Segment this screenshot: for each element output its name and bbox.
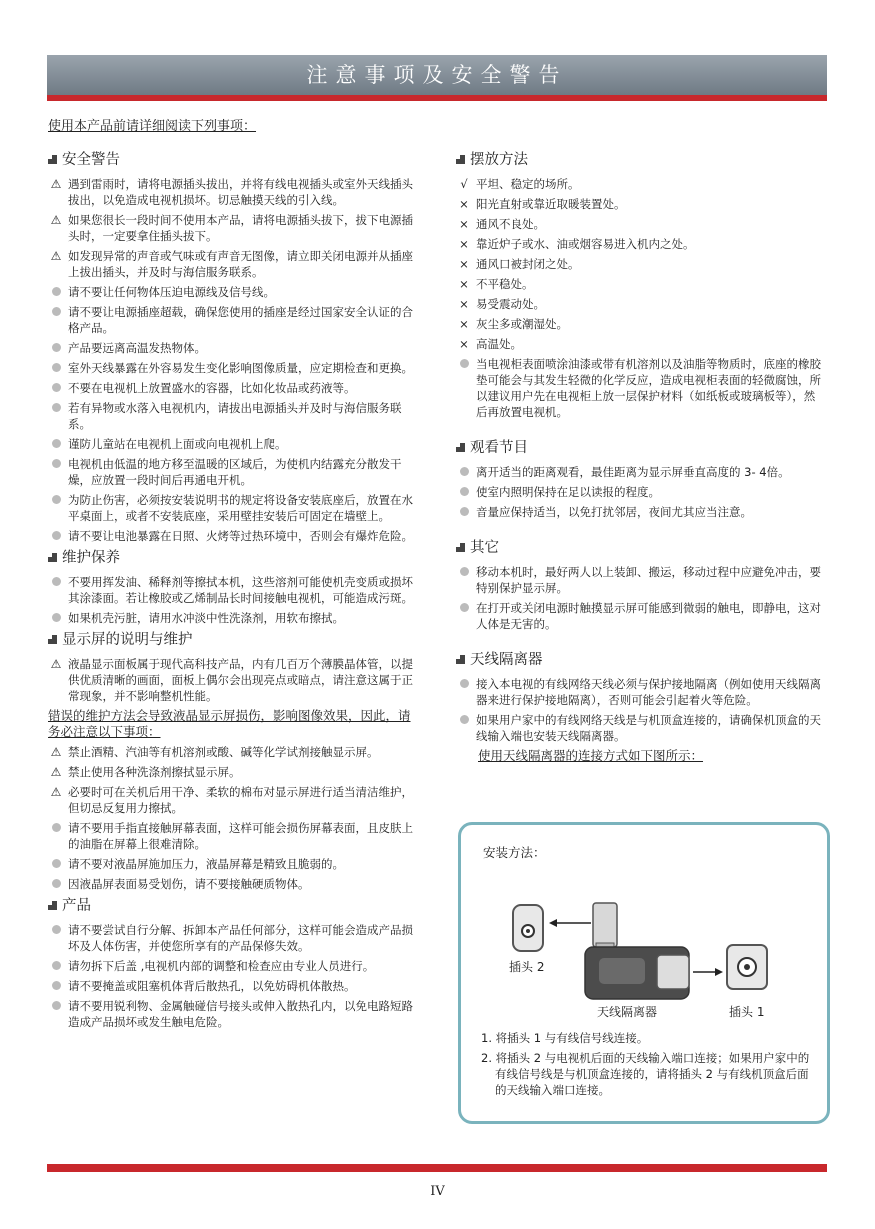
isolator-label: 天线隔离器: [597, 1005, 658, 1019]
step-item: 2. 将插头 2 与电视机后面的天线输入端口连接；如果用户家中的有线信号线是与机顶盒连接的，请将插头 2 与有线机顶盒后面的天线输入端口连接。: [481, 1051, 810, 1097]
arrow-right-icon: [693, 968, 723, 976]
list-item-text: 如果机壳污脏，请用水冲淡中性洗涤剂，用软布擦拭。: [68, 611, 344, 625]
section-square-icon: [48, 155, 57, 164]
list-item: [48, 978, 418, 994]
list-item: [48, 876, 418, 892]
list-item-text: 液晶显示面板属于现代高科技产品，内有几百万个薄膜晶体管，以提供优质清晰的画面，面板上偶尔会出现亮点或暗点，请注意这属于正常现象，并不影响整机性能。: [68, 657, 413, 703]
list-item: [48, 656, 418, 704]
list-item-text: 请不要用锐利物、金属触碰信号接头或伸入散热孔内，以免电路短路造成产品损坏或发生触电危险。: [68, 999, 413, 1029]
cross-icon: ×: [459, 217, 469, 231]
list-item: [456, 236, 826, 252]
list-item: [456, 464, 826, 480]
list-item-text: 离开适当的距离观看，最佳距离为显示屏垂直高度的 3- 4倍。: [476, 465, 790, 479]
arrow-left-icon: [549, 919, 591, 927]
list-item: [456, 256, 826, 272]
list-item: [456, 676, 826, 708]
display-caution-note: 错误的维护方法会导致液晶显示屏损伤，影响图像效果，因此，请务必注意以下事项：: [48, 708, 411, 739]
intro-text: 使用本产品前请详细阅读下列事项：: [48, 119, 257, 134]
list-item-text: 为防止伤害，必须按安装说明书的规定将设备安装底座后，放置在水平桌面上，或者不安装底座，采用壁挂安装后可固定在墙壁上。: [68, 493, 413, 523]
list-item-text: 当电视柜表面喷涂油漆或带有机溶剂以及油脂等物质时，底座的橡胶垫可能会与其发生轻微的化学反应，造成电视柜表面的轻微腐蚀，所以建议用户先在电视柜上放一层保护材料（如纸板或玻璃板等），然后再放置电视机。: [476, 357, 821, 419]
list-item-text: 请不要用手指直接触屏幕表面，这样可能会损伤屏幕表面，且皮肤上的油脂在屏幕上很难清除。: [68, 821, 413, 851]
cross-icon: ×: [459, 197, 469, 211]
title-underline: [47, 95, 827, 101]
list-item: [456, 176, 826, 192]
bullet-dot-icon: [48, 574, 64, 590]
list-item-text: 产品要远离高温发热物体。: [68, 341, 206, 355]
bullet-dot-icon: [48, 958, 64, 974]
list-item-text: 若有异物或水落入电视机内，请拔出电源插头并及时与海信服务联系。: [68, 401, 402, 431]
bullet-dot-icon: [48, 284, 64, 300]
list-item-text: 通风不良处。: [476, 217, 545, 231]
bullet-dot-icon: [48, 998, 64, 1014]
list-item-text: 靠近炉子或水、油或烟容易进入机内之处。: [476, 237, 695, 251]
bullet-dot-icon: [48, 492, 64, 508]
section-square-icon: [48, 901, 57, 910]
list-item-text: 请勿拆下后盖 ,电视机内部的调整和检查应由专业人员进行。: [68, 959, 375, 973]
section-maintenance: 维护保养: [48, 548, 418, 568]
list-item: [456, 600, 826, 632]
plug-1-label: 插头 1: [729, 1005, 765, 1019]
list-item: [48, 248, 418, 280]
list-item: [456, 296, 826, 312]
list-item-text: 易受震动处。: [476, 297, 545, 311]
plug-2-label: 插头 2: [509, 960, 545, 974]
warning-icon: ⚠: [50, 213, 62, 227]
list-item: [48, 212, 418, 244]
isolator-diagram-note: 使用天线隔离器的连接方式如下图所示：: [478, 748, 704, 763]
warning-icon: ⚠: [50, 177, 62, 191]
bullet-dot-icon: [48, 436, 64, 452]
cross-icon: ×: [459, 297, 469, 311]
bullet-dot-icon: [48, 304, 64, 320]
list-item-text: 如果您很长一段时间不使用本产品，请将电源插头拔下，拔下电源插头时，一定要拿住插头拔下。: [68, 213, 413, 243]
list-item: [48, 856, 418, 872]
list-item: [456, 216, 826, 232]
check-icon: √: [460, 177, 468, 191]
step-item: 1. 将插头 1 与有线信号线连接。: [481, 1031, 649, 1045]
section-display: 显示屏的说明与维护: [48, 630, 418, 650]
bullet-dot-icon: [48, 978, 64, 994]
list-item: [456, 504, 826, 520]
list-item-text: 灰尘多或潮湿处。: [476, 317, 568, 331]
list-item-text: 必要时可在关机后用干净、柔软的棉布对显示屏进行适当清洁维护，但切忌反复用力擦拭。: [68, 785, 413, 815]
list-item-text: 不要在电视机上放置盛水的容器，比如化妆品或药液等。: [68, 381, 356, 395]
bullet-dot-icon: [48, 856, 64, 872]
bullet-dot-icon: [48, 360, 64, 376]
installation-diagram-box: [458, 822, 830, 1124]
right-column: [456, 150, 826, 768]
list-item-text: 谨防儿童站在电视机上面或向电视机上爬。: [68, 437, 287, 451]
plug-1-icon: [727, 945, 767, 989]
section-square-icon: [456, 155, 465, 164]
list-item: [48, 340, 418, 356]
bullet-dot-icon: [456, 600, 472, 616]
bullet-dot-icon: [48, 528, 64, 544]
bullet-dot-icon: [48, 340, 64, 356]
list-item: [48, 360, 418, 376]
list-item: [48, 610, 418, 626]
list-item-text: 室外天线暴露在外容易发生变化影响图像质量，应定期检查和更换。: [68, 361, 413, 375]
bullet-dot-icon: [48, 380, 64, 396]
list-item: [48, 744, 418, 760]
warning-icon: ⚠: [50, 765, 62, 779]
bullet-dot-icon: [456, 712, 472, 728]
bullet-dot-icon: [456, 356, 472, 372]
list-item: [48, 820, 418, 852]
bullet-dot-icon: [456, 676, 472, 692]
list-item: [48, 284, 418, 300]
list-item: [48, 400, 418, 432]
section-viewing: 观看节目: [456, 438, 826, 458]
list-item-text: 不要用挥发油、稀释剂等擦拭本机，这些溶剂可能使机壳变质或损坏其涂漆面。若让橡胶或乙烯制品长时间接触电视机，可能造成污斑。: [68, 575, 413, 605]
section-square-icon: [456, 443, 465, 452]
section-product: 产品: [48, 896, 418, 916]
list-item: [48, 436, 418, 452]
list-item-text: 音量应保持适当，以免打扰邻居，夜间尤其应当注意。: [476, 505, 752, 519]
list-item-text: 禁止酒精、汽油等有机溶剂或酸、碱等化学试剂接触显示屏。: [68, 745, 379, 759]
isolator-icon: [585, 903, 689, 999]
list-item-text: 请不要掩盖或阻塞机体背后散热孔，以免妨碍机体散热。: [68, 979, 356, 993]
cross-icon: ×: [459, 277, 469, 291]
list-item-text: 高温处。: [476, 337, 522, 351]
bullet-dot-icon: [48, 922, 64, 938]
list-item: [456, 484, 826, 500]
bullet-dot-icon: [456, 564, 472, 580]
list-item-text: 遇到雷雨时，请将电源插头拔出，并将有线电视插头或室外天线插头拔出，以免造成电视机损坏。切忌触摸天线的引入线。: [68, 177, 413, 207]
list-item: [48, 574, 418, 606]
list-item: [48, 304, 418, 336]
list-item: [48, 380, 418, 396]
list-item: [456, 356, 826, 420]
warning-icon: ⚠: [50, 785, 62, 799]
list-item-text: 通风口被封闭之处。: [476, 257, 580, 271]
list-item: [456, 712, 826, 744]
list-item-text: 请不要让任何物体压迫电源线及信号线。: [68, 285, 275, 299]
section-isolator: 天线隔离器: [456, 650, 826, 670]
warning-icon: ⚠: [50, 657, 62, 671]
bullet-dot-icon: [456, 504, 472, 520]
list-item-text: 禁止使用各种洗涤剂擦拭显示屏。: [68, 765, 241, 779]
list-item: [456, 336, 826, 352]
list-item: [48, 528, 418, 544]
list-item: [456, 316, 826, 332]
list-item-text: 在打开或关闭电源时触摸显示屏可能感到微弱的触电，即静电，这对人体是无害的。: [476, 601, 821, 631]
cross-icon: ×: [459, 257, 469, 271]
bullet-dot-icon: [48, 456, 64, 472]
cross-icon: ×: [459, 317, 469, 331]
section-square-icon: [48, 553, 57, 562]
bullet-dot-icon: [48, 400, 64, 416]
bullet-dot-icon: [48, 876, 64, 892]
list-item-text: 使室内照明保持在足以读报的程度。: [476, 485, 660, 499]
cross-icon: ×: [459, 337, 469, 351]
installation-steps: [481, 1030, 816, 1102]
list-item: [48, 998, 418, 1030]
list-item-text: 移动本机时，最好两人以上装卸、搬运，移动过程中应避免冲击，要特别保护显示屏。: [476, 565, 821, 595]
cross-icon: ×: [459, 237, 469, 251]
diagram-title: 安装方法：: [483, 845, 546, 860]
section-placement: 摆放方法: [456, 150, 826, 170]
list-item-text: 如果用户家中的有线网络天线是与机顶盒连接的，请确保机顶盒的天线输入端也安装天线隔离器。: [476, 713, 821, 743]
section-square-icon: [456, 655, 465, 664]
list-item: [48, 958, 418, 974]
list-item-text: 请不要尝试自行分解、拆卸本产品任何部分，这样可能会造成产品损坏及人体伤害，并使您所享有的产品保修失效。: [68, 923, 413, 953]
list-item-text: 电视机由低温的地方移至温暖的区域后，为使机内结露充分散发干燥，应放置一段时间后再通电开机。: [68, 457, 402, 487]
warning-icon: ⚠: [50, 249, 62, 263]
list-item: [48, 784, 418, 816]
list-item-text: 请不要让电池暴露在日照、火烤等过热环境中，否则会有爆炸危险。: [68, 529, 413, 543]
bullet-dot-icon: [48, 610, 64, 626]
list-item: [456, 564, 826, 596]
section-square-icon: [48, 635, 57, 644]
page-number: IV: [430, 1184, 445, 1199]
list-item-text: 接入本电视的有线网络天线必须与保护接地隔离（例如使用天线隔离器来进行保护接地隔离），否则可能会引起着火等危险。: [476, 677, 821, 707]
isolator-diagram: [461, 825, 827, 1025]
list-item-text: 平坦、稳定的场所。: [476, 177, 580, 191]
section-safety: 安全警告: [48, 150, 418, 170]
list-item-text: 请不要让电源插座超载，确保您使用的插座是经过国家安全认证的合格产品。: [68, 305, 413, 335]
bullet-dot-icon: [456, 484, 472, 500]
section-square-icon: [456, 543, 465, 552]
list-item-text: 阳光直射或靠近取暖装置处。: [476, 197, 626, 211]
list-item: [48, 922, 418, 954]
bullet-dot-icon: [48, 820, 64, 836]
section-other: 其它: [456, 538, 826, 558]
list-item: [456, 196, 826, 212]
plug-2-icon: [513, 905, 543, 951]
list-item: [48, 764, 418, 780]
list-item-text: 因液晶屏表面易受划伤，请不要接触硬质物体。: [68, 877, 310, 891]
list-item-text: 不平稳处。: [476, 277, 534, 291]
list-item-text: 请不要对液晶屏施加压力，液晶屏幕是精致且脆弱的。: [68, 857, 344, 871]
bullet-dot-icon: [456, 464, 472, 480]
list-item: [48, 456, 418, 488]
list-item: [48, 176, 418, 208]
list-item: [48, 492, 418, 524]
footer-bar: [47, 1164, 827, 1172]
list-item-text: 如发现异常的声音或气味或有声音无图像，请立即关闭电源并从插座上拔出插头，并及时与海信服务联系。: [68, 249, 413, 279]
page-title: 注意事项及安全警告: [47, 55, 827, 95]
warning-icon: ⚠: [50, 745, 62, 759]
list-item: [456, 276, 826, 292]
left-column: [48, 150, 418, 1034]
